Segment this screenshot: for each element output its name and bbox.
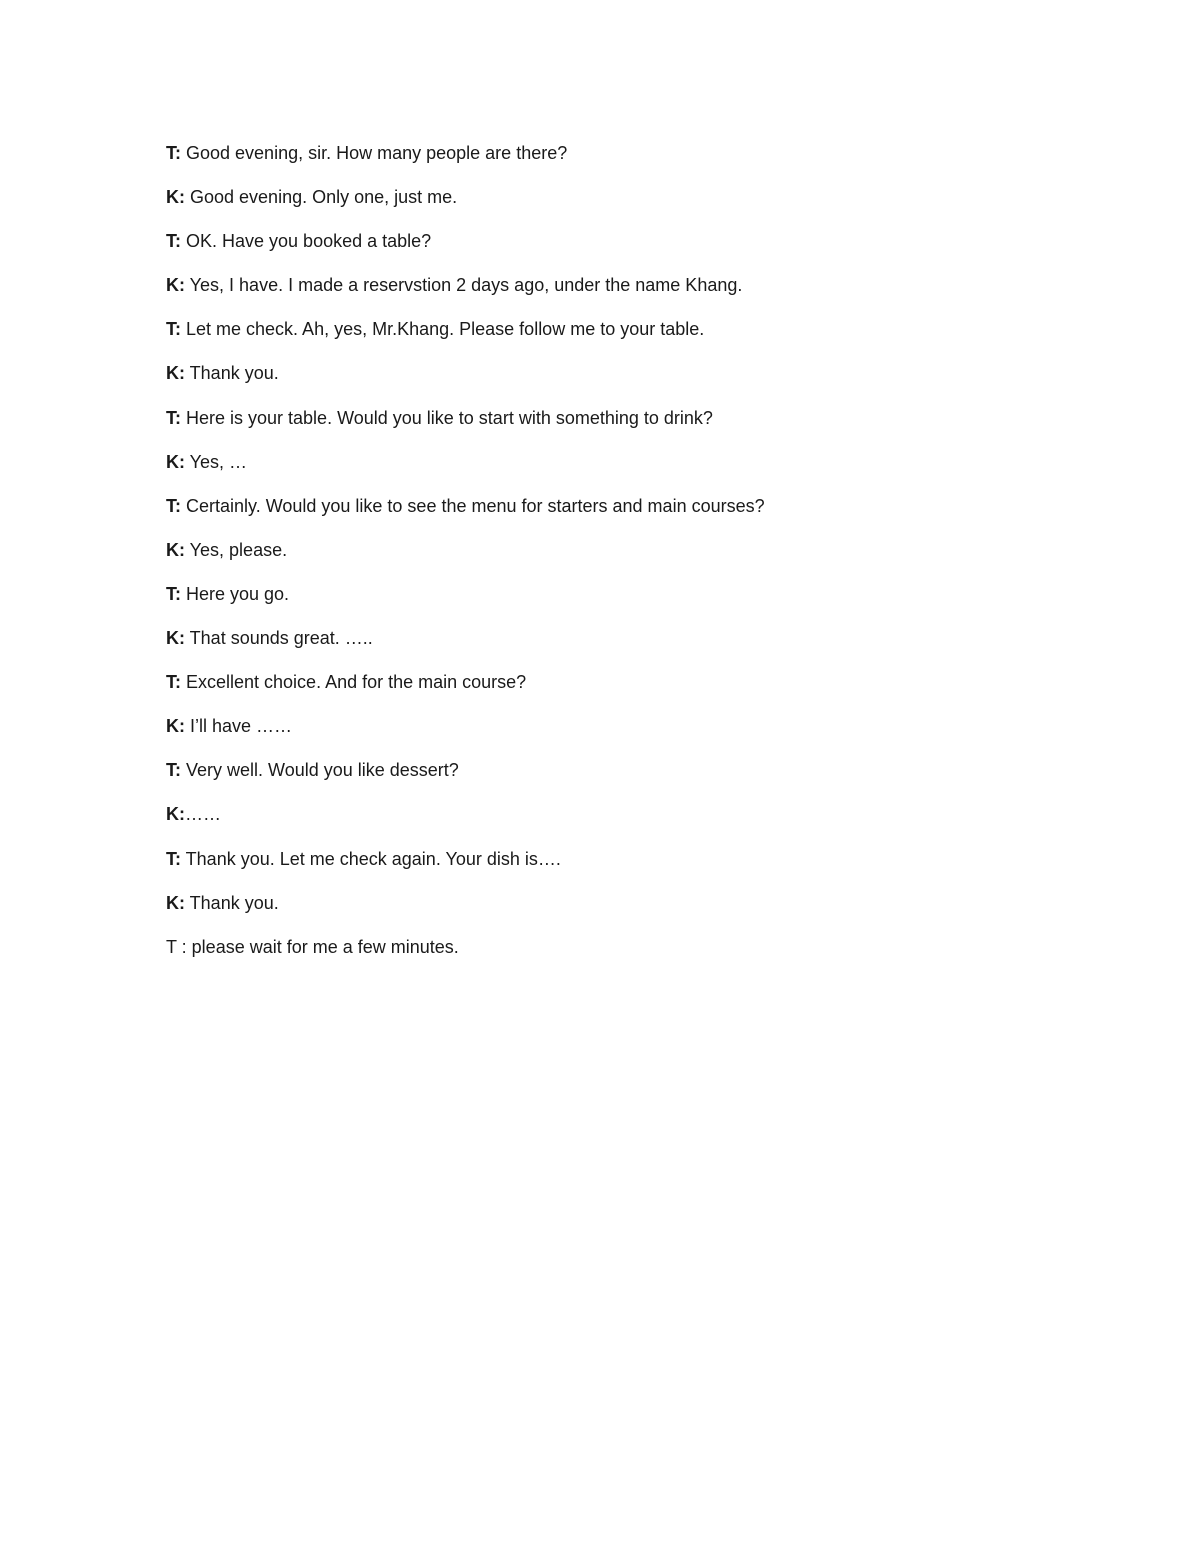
dialogue-line <box>166 670 1066 714</box>
dialogue-line <box>166 582 1066 626</box>
dialogue-line <box>166 714 1066 758</box>
speaker-label: T: <box>166 407 181 428</box>
dialogue-line <box>166 406 1066 450</box>
dialogue-line <box>166 317 1066 361</box>
speaker-label: K: <box>166 804 185 825</box>
dialogue-line <box>166 758 1066 802</box>
dialogue-line <box>166 494 1066 538</box>
speaker-label: T : <box>166 936 187 957</box>
line-text: Good evening, sir. How many people are there? <box>181 143 568 163</box>
speaker-label: T: <box>166 672 181 693</box>
dialogue-line <box>166 361 1066 405</box>
speaker-label: K: <box>166 539 185 560</box>
speaker-label: T: <box>166 143 181 163</box>
line-text: Thank you. <box>185 363 279 384</box>
speaker-label: T: <box>166 319 181 340</box>
speaker-label: K: <box>166 628 185 649</box>
line-text: Certainly. Would you like to see the menu for starters and main courses? <box>181 495 765 516</box>
line-text: Thank you. <box>185 892 279 913</box>
speaker-label: T: <box>166 495 181 516</box>
dialogue-line <box>166 891 1066 935</box>
speaker-label: K: <box>166 363 185 384</box>
line-text: Very well. Would you like dessert? <box>181 760 459 781</box>
speaker-label: K: <box>166 451 185 472</box>
line-text: …… <box>185 804 221 825</box>
speaker-label: T: <box>166 583 181 604</box>
speaker-label: K: <box>166 892 185 913</box>
dialogue-list <box>166 141 1066 979</box>
line-text: OK. Have you booked a table? <box>181 231 432 252</box>
speaker-label: K: <box>166 716 185 737</box>
speaker-label: K: <box>166 275 185 296</box>
speaker-label: T: <box>166 848 181 869</box>
line-text: Here you go. <box>181 583 290 604</box>
line-text: Excellent choice. And for the main course? <box>181 672 527 693</box>
speaker-label: K: <box>166 187 185 208</box>
dialogue-line <box>166 538 1066 582</box>
line-text: please wait for me a few minutes. <box>186 936 459 957</box>
dialogue-line <box>166 847 1066 891</box>
line-text: That sounds great. ….. <box>185 628 373 649</box>
dialogue-line <box>166 626 1066 670</box>
line-text: I’ll have …… <box>185 716 293 737</box>
line-text: Yes, I have. I made a reservstion 2 days ago, under the name Khang. <box>185 275 743 296</box>
dialogue-line <box>166 450 1066 494</box>
speaker-label: T: <box>166 760 181 781</box>
dialogue-line <box>166 141 1066 185</box>
dialogue-line <box>166 802 1066 846</box>
line-text: Yes, please. <box>185 539 288 560</box>
line-text: Here is your table. Would you like to start with something to drink? <box>181 407 713 428</box>
line-text: Yes, … <box>185 451 248 472</box>
speaker-label: T: <box>166 231 181 252</box>
dialogue-line <box>166 935 1066 979</box>
line-text: Let me check. Ah, yes, Mr.Khang. Please follow me to your table. <box>181 319 705 340</box>
line-text: Good evening. Only one, just me. <box>185 187 458 208</box>
dialogue-line <box>166 229 1066 273</box>
dialogue-line <box>166 185 1066 229</box>
dialogue-line <box>166 273 1066 317</box>
line-text: Thank you. Let me check again. Your dish is…. <box>181 848 561 869</box>
